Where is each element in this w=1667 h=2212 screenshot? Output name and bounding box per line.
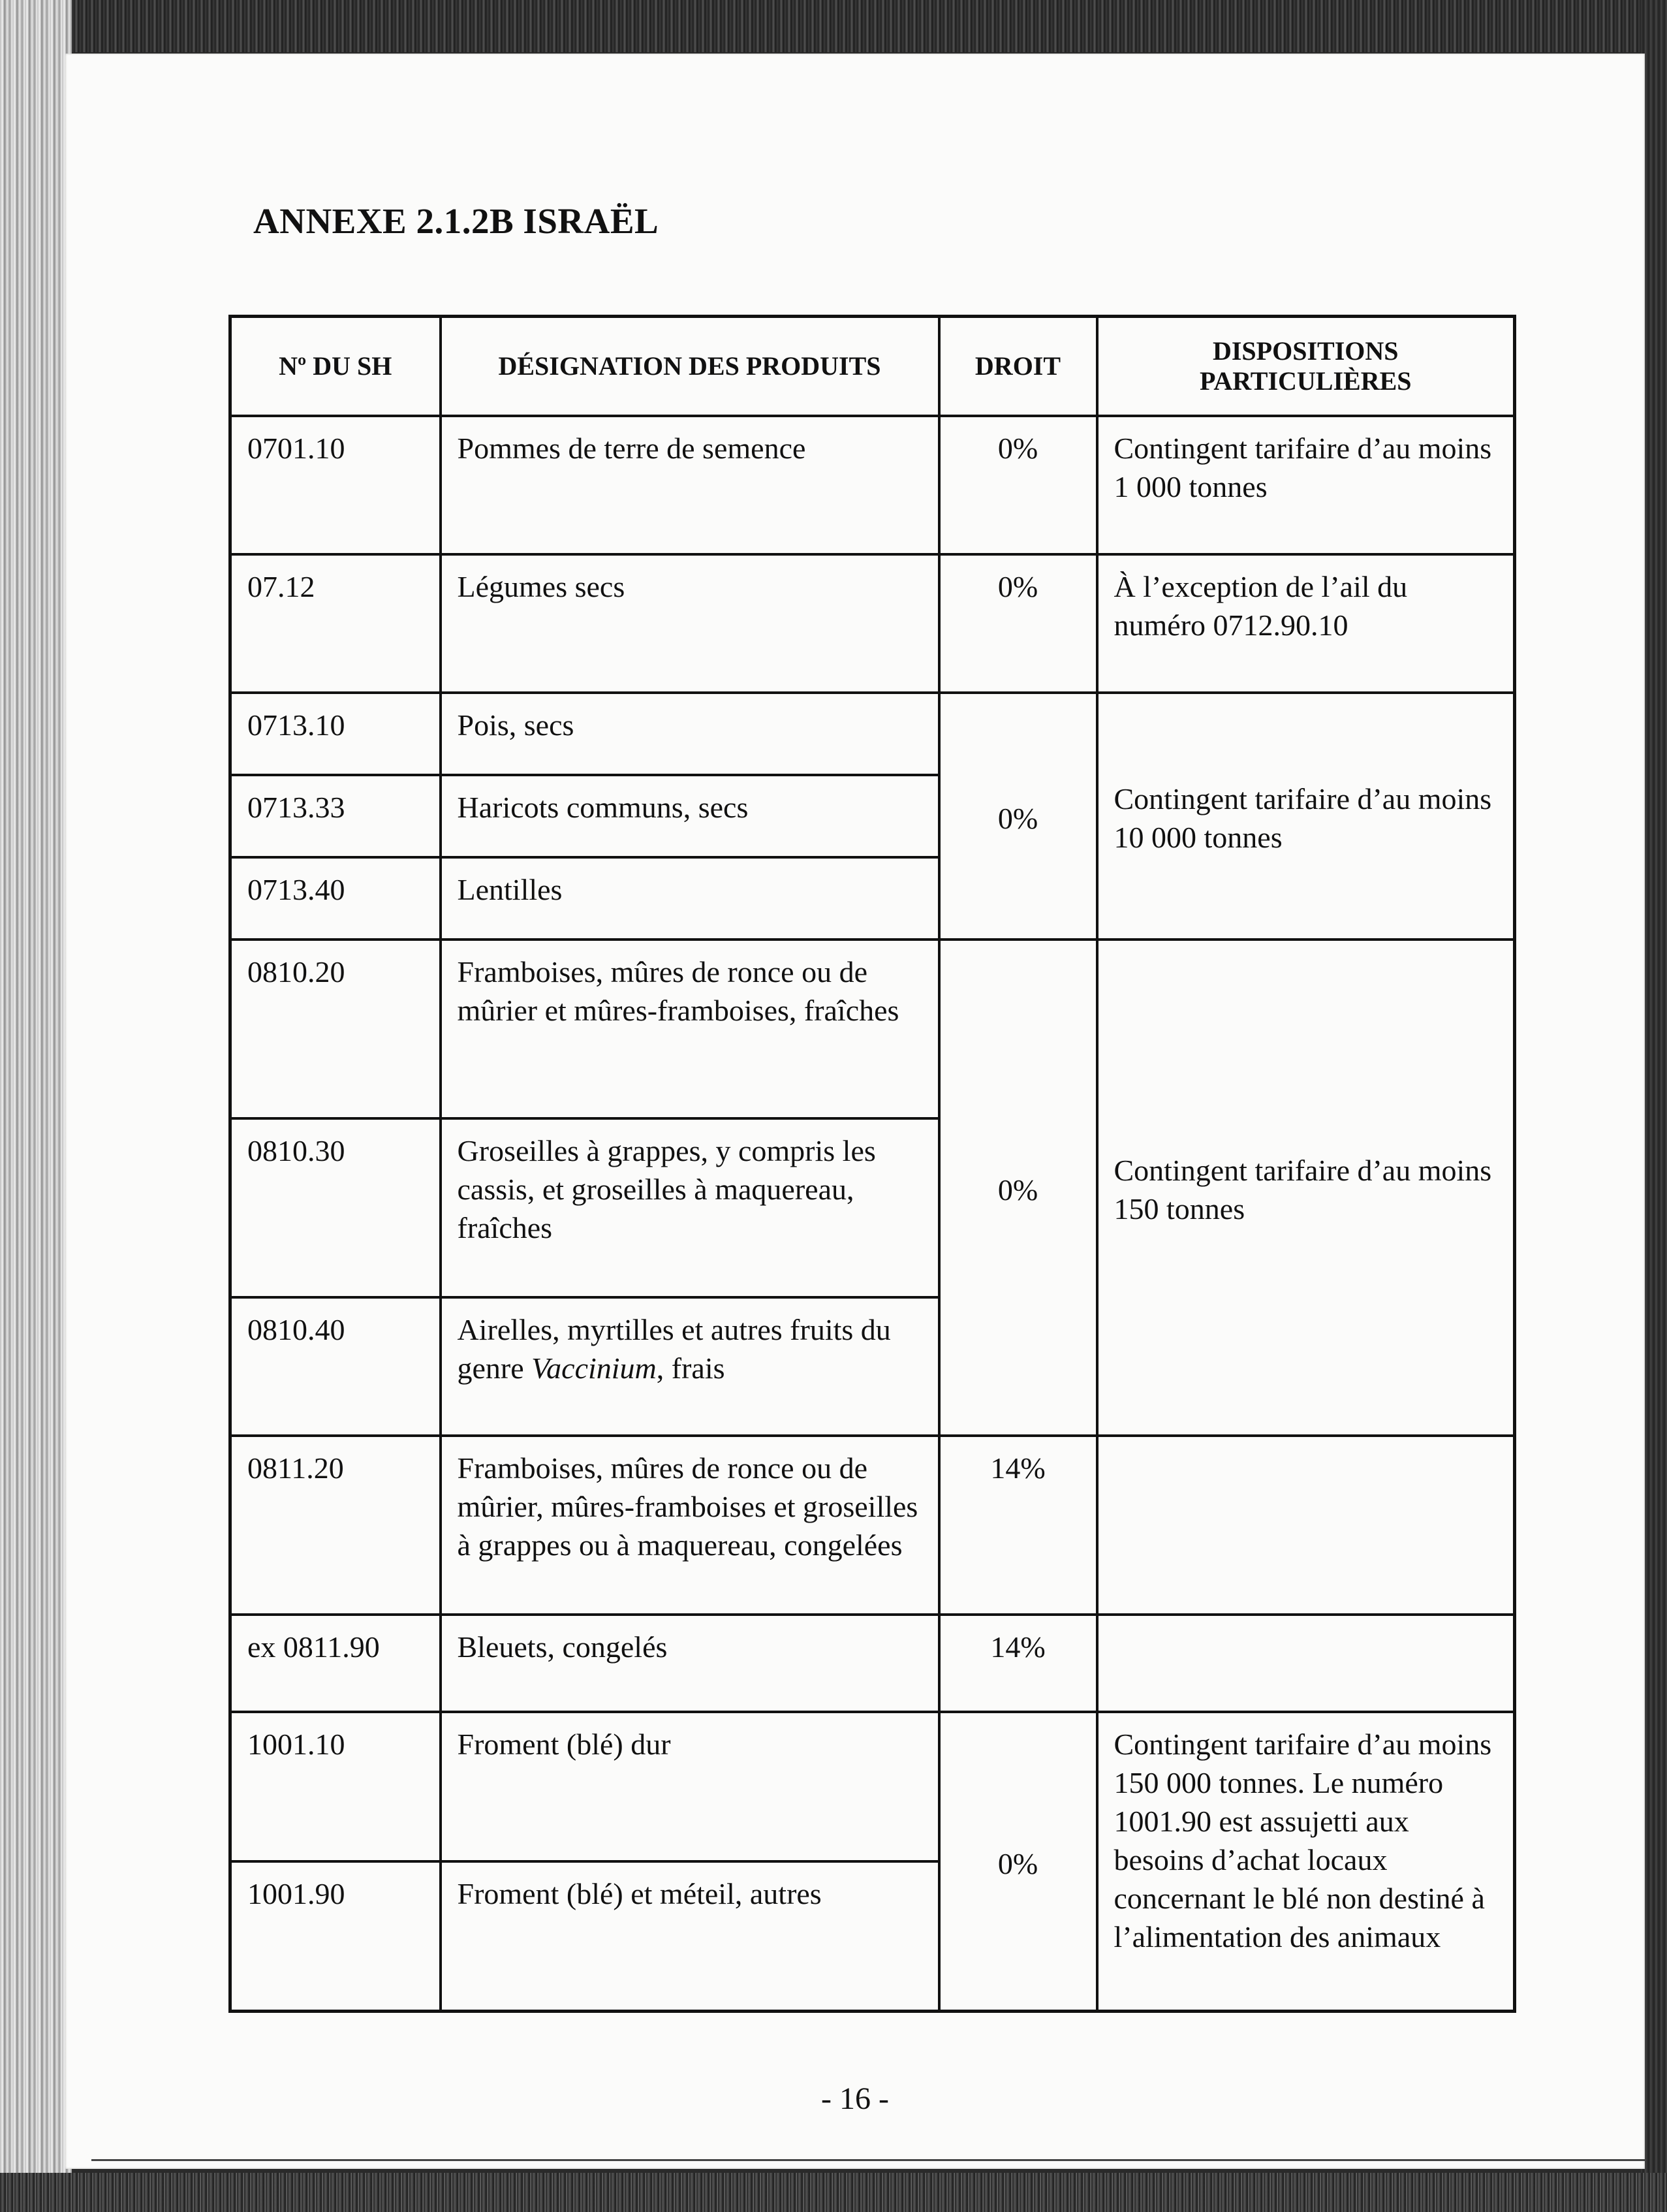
provision-cell: Contingent tarifaire d’au moins 150 000 tonnes. Le numéro 1001.90 est assujetti aux besoins d’achat locaux concernant le blé non destiné à l’alimentation des animaux: [1097, 1712, 1515, 2012]
genus-name: Vaccinium: [531, 1351, 657, 1385]
table-row: [230, 1712, 1515, 1861]
column-header-product: DÉSIGNATION DES PRODUITS: [441, 317, 939, 417]
product-cell: Framboises, mûres de ronce ou de mûrier, mûres-framboises et groseilles à grappes ou à maquereau, congelées: [441, 1436, 939, 1615]
column-header-provisions: DISPOSITIONS PARTICULIÈRES: [1097, 317, 1515, 417]
rate-cell: 0%: [939, 416, 1097, 554]
scan-border-right: [1641, 0, 1667, 2212]
product-cell: Bleuets, congelés: [441, 1615, 939, 1712]
rate-cell: 0%: [939, 1712, 1097, 2012]
scan-border-bottom: [0, 2173, 1667, 2212]
rate-cell: 0%: [939, 693, 1097, 940]
product-cell: Lentilles: [441, 857, 939, 940]
table-row: [230, 554, 1515, 693]
product-cell: Haricots communs, secs: [441, 775, 939, 857]
page-title: ANNEXE 2.1.2B ISRAËL: [253, 201, 659, 241]
hs-code-cell: 1001.90: [230, 1861, 441, 2012]
product-cell: Pommes de terre de semence: [441, 416, 939, 554]
provision-cell: Contingent tarifaire d’au moins 10 000 tonnes: [1097, 693, 1515, 940]
scan-border-left: [0, 0, 72, 2212]
document-page: [65, 54, 1645, 2169]
product-cell: Froment (blé) et méteil, autres: [441, 1861, 939, 2012]
product-cell: [441, 1297, 939, 1436]
table-row: [230, 693, 1515, 775]
product-cell: Froment (blé) dur: [441, 1712, 939, 1861]
provision-cell: À l’exception de l’ail du numéro 0712.90.10: [1097, 554, 1515, 693]
hs-code-cell: 0811.20: [230, 1436, 441, 1615]
hs-code-cell: ex 0811.90: [230, 1615, 441, 1712]
hs-code-cell: 0713.10: [230, 693, 441, 775]
hs-code-cell: 0810.30: [230, 1118, 441, 1297]
provision-cell: [1097, 1615, 1515, 1712]
rate-cell: 14%: [939, 1436, 1097, 1615]
hs-code-cell: 0713.33: [230, 775, 441, 857]
hs-code-cell: 0701.10: [230, 416, 441, 554]
product-cell: Groseilles à grappes, y compris les cassis, et groseilles à maquereau, fraîches: [441, 1118, 939, 1297]
hs-code-cell: 1001.10: [230, 1712, 441, 1861]
page-number: - 16 -: [821, 2081, 889, 2116]
scan-border-top: [0, 0, 1667, 52]
product-text: Airelles, myrtilles et autres fruits du genre: [457, 1313, 891, 1385]
rate-cell: 0%: [939, 554, 1097, 693]
product-cell: Pois, secs: [441, 693, 939, 775]
provision-cell: Contingent tarifaire d’au moins 1 000 tonnes: [1097, 416, 1515, 554]
column-header-hs-number: Nº DU SH: [230, 317, 441, 417]
hs-code-cell: 07.12: [230, 554, 441, 693]
hs-code-cell: 0810.40: [230, 1297, 441, 1436]
table-header-row: [230, 317, 1515, 417]
tariff-table: [228, 315, 1516, 2013]
hs-code-cell: 0713.40: [230, 857, 441, 940]
product-cell: Framboises, mûres de ronce ou de mûrier et mûres-framboises, fraîches: [441, 940, 939, 1118]
page-bottom-rule: [91, 2159, 1645, 2161]
product-cell: Légumes secs: [441, 554, 939, 693]
table-row: [230, 416, 1515, 554]
product-text: , frais: [656, 1351, 725, 1385]
provision-cell: [1097, 1436, 1515, 1615]
column-header-rate: DROIT: [939, 317, 1097, 417]
table-row: [230, 1615, 1515, 1712]
provision-cell: Contingent tarifaire d’au moins 150 tonnes: [1097, 940, 1515, 1436]
table-row: [230, 940, 1515, 1118]
rate-cell: 0%: [939, 940, 1097, 1436]
table-row: [230, 1436, 1515, 1615]
hs-code-cell: 0810.20: [230, 940, 441, 1118]
rate-cell: 14%: [939, 1615, 1097, 1712]
